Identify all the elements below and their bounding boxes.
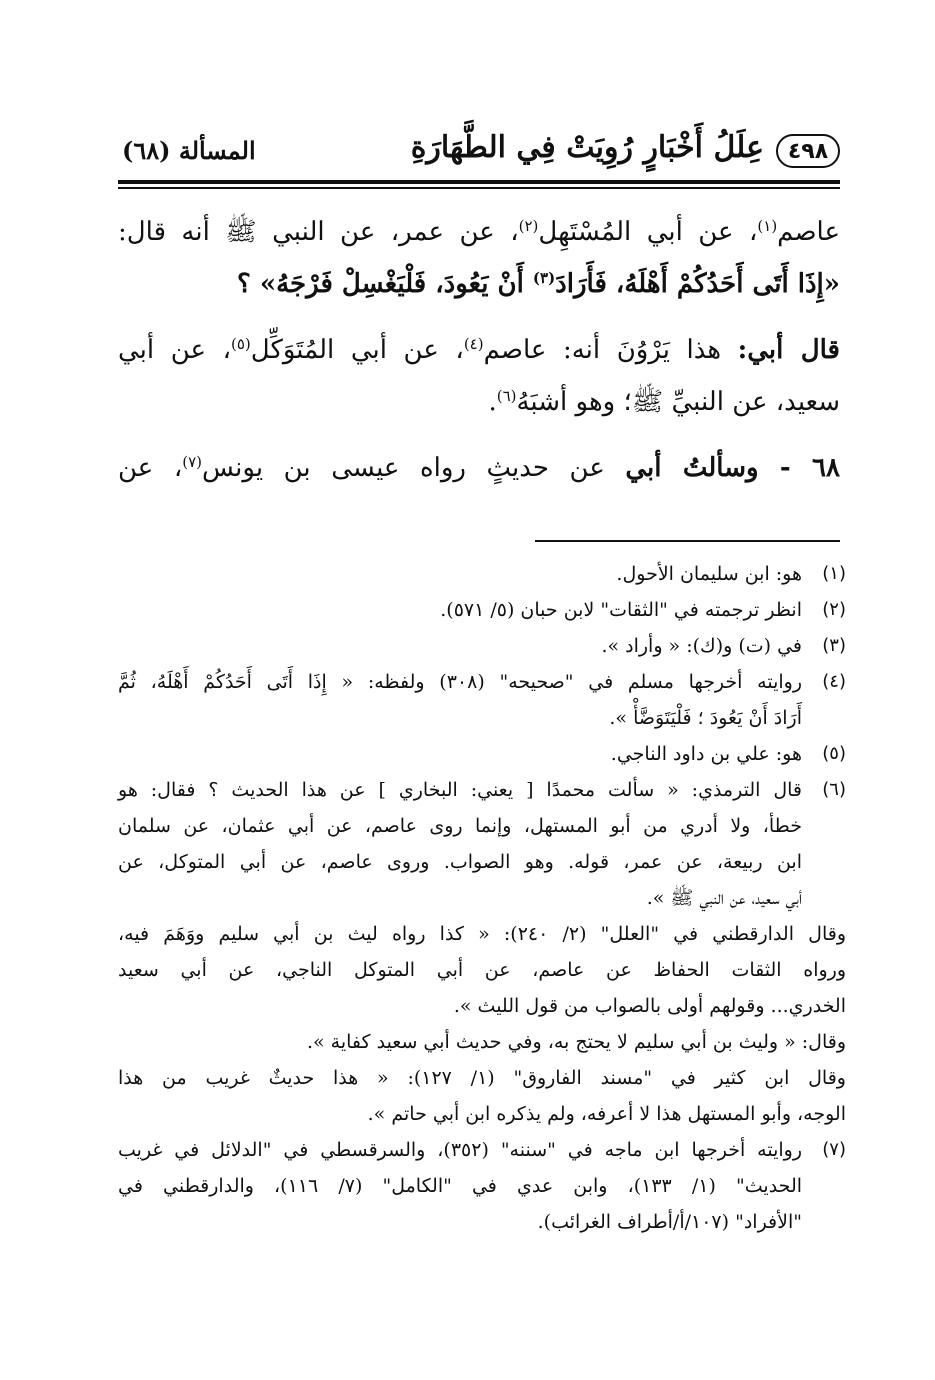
footnote-line: وقال ابن كثير في "مسند الفاروق" (١/ ١٢٧): « هذا حديثٌ غريب من هذا: [118, 1067, 846, 1089]
footnote-4: [118, 664, 846, 736]
footnote-ref: (٢): [518, 217, 539, 235]
footnote-line: ابن ربيعة، عن عمر، قوله. وهو الصواب. وروى عاصم، عن أبي المتوكل، عن: [118, 851, 802, 873]
footnote-2: [118, 592, 846, 628]
footnote-number: (٤): [822, 671, 846, 692]
footnote-line: أَرَادَ أَنْ يَعُودَ ؛ فَلْيَتَوَضَّأْ ».: [609, 707, 802, 729]
footnote-line: في (ت) و(ك): « وأراد ».: [601, 635, 802, 657]
footnote-line: قال الترمذي: « سألت محمدًا [ يعني: البخاري ] عن هذا الحديث ؟ فقال: هو: [118, 779, 802, 801]
footnote-separator: [535, 540, 840, 542]
main-line: عاصم$^{(١)}$، عن أبي المُسْتَهِل$^{(٢)}$، عن عمر، عن النبي ﷺ أنه قال:: [118, 217, 840, 247]
main-line: ٦٨ - وسألتُ أبي عن حديثٍ رواه عيسى بن يونس$^{(٧)}$، عن: [118, 453, 840, 483]
footnote-line: الحديث" (١/ ١٣٣)، وابن عدي في "الكامل" (٧/ ١١٦)، والدارقطني في: [118, 1175, 803, 1197]
footnote-number: (٢): [822, 599, 846, 620]
footnote-line: أبي سعيد، عن النبي ﷺ ».: [646, 887, 802, 909]
book-title: عِلَلُ أَخْبَارٍ رُوِيَتْ فِي الطَّهَارَةِ: [410, 130, 764, 165]
main-text: [118, 206, 840, 494]
header-rule-thick: [118, 180, 840, 184]
footnote-6-continued: [118, 916, 846, 1132]
footnote-number: (٦): [822, 779, 846, 800]
footnote-number: (٥): [822, 743, 846, 764]
footnote-7: [118, 1132, 846, 1240]
footnote-1: [118, 556, 846, 592]
footnote-line: وقال: « وليث بن أبي سليم لا يحتج به، وفي حديث أبي سعيد كفاية ».: [306, 1031, 846, 1053]
page-number: ٤٩٨: [776, 134, 840, 168]
footnote-ref: (١): [757, 217, 778, 235]
footnote-line: وقال الدارقطني في "العلل" (٢/ ٢٤٠): « كذا رواه ليث بن أبي سليم ووَهَمَ فيه،: [118, 923, 846, 945]
footnote-line: روايته أخرجها مسلم في "صحيحه" (٣٠٨) ولفظه: « إِذَا أَتَى أَحَدُكُمْ أَهْلَهُ، ثُمَّ: [118, 671, 802, 693]
footnote-5: [118, 736, 846, 772]
footnote-line: انظر ترجمته في "الثقات" لابن حبان (٥/ ٥٧١).: [440, 599, 802, 621]
footnote-ref: (٥): [230, 335, 251, 353]
footnote-line: الوجه، وأبو المستهل هذا لا أعرفه، ولم يذكره ابن أبي حاتم ».: [367, 1103, 846, 1125]
header-rule-thin: [118, 187, 840, 189]
footnote-ref: (٤): [463, 335, 484, 353]
footnote-line: خطأ، ولا أدري من أبو المستهل، وإنما روى عاصم، عن أبي عثمان، عن سلمان: [118, 815, 802, 837]
footnote-3: [118, 628, 846, 664]
issue-label: المسألة (٦٨): [122, 136, 256, 165]
footnote-line: "الأفراد" (١٠٧/أ/أطراف الغرائب).: [537, 1211, 802, 1233]
footnote-number: (١): [822, 563, 846, 584]
main-line: «إِذَا أَتَى أَحَدُكُمْ أَهْلَهُ، فَأَرَادَ$^{(٣)}$ أَنْ يَعُودَ، فَلْيَغْسِلْ فَرْجَهُ» ؟: [236, 269, 840, 299]
running-header: [118, 128, 840, 174]
footnote-ref: (٦): [496, 387, 517, 405]
footnote-line: ورواه الثقات الحفاظ عن عاصم، عن أبي المتوكل الناجي، عن أبي سعيد: [118, 959, 846, 981]
footnote-ref: (٣): [532, 269, 556, 287]
footnote-line: روايته أخرجها ابن ماجه في "سننه" (٣٥٢)، والسرقسطي في "الدلائل في غريب: [118, 1139, 803, 1161]
footnote-number: (٣): [822, 635, 846, 656]
footnote-line: الخدري... وقولهم أولى بالصواب من قول الليث ».: [453, 995, 846, 1017]
main-line: سعيد، عن النبيِّ ﷺ؛ وهو أشبَهُ$^{(٦)}$.: [488, 387, 840, 417]
footnotes: [118, 556, 846, 1240]
footnote-line: هو: علي بن داود الناجي.: [610, 743, 802, 765]
footnote-number: (٧): [822, 1139, 846, 1160]
main-line: قال أبي: هذا يَرْوُنَ أنه: عاصم$^{(٤)}$، عن أبي المُتَوَكِّل$^{(٥)}$، عن أبي: [118, 335, 840, 365]
footnote-line: هو: ابن سليمان الأحول.: [616, 563, 802, 585]
footnote-ref: (٧): [182, 453, 203, 471]
footnote-6: [118, 772, 846, 916]
